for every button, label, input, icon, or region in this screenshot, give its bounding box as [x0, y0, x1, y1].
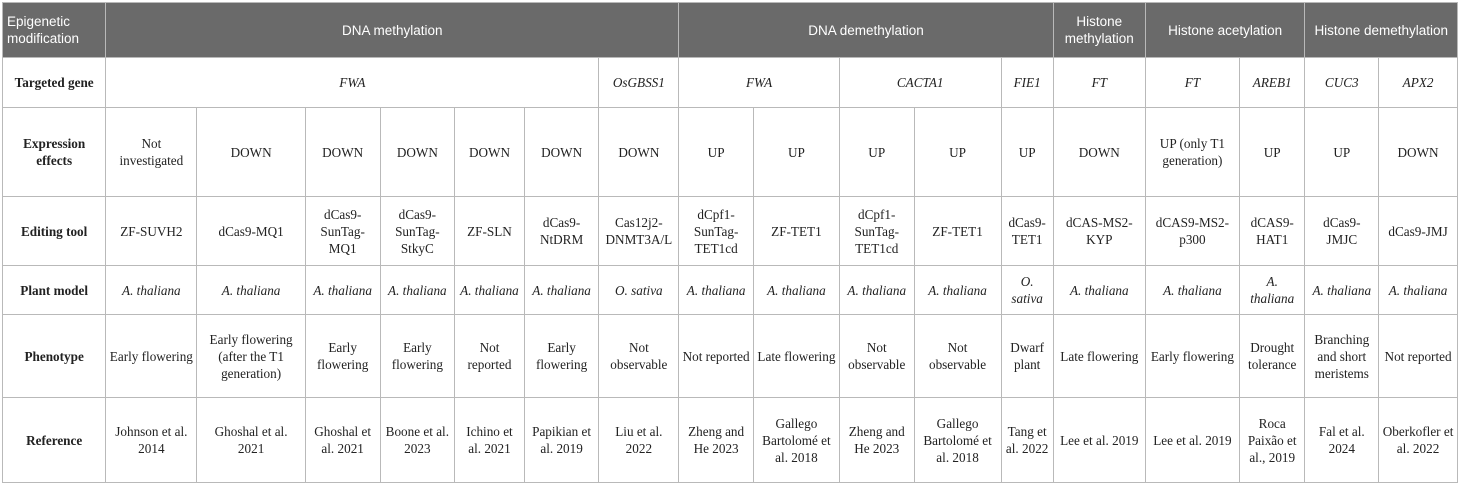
tool-cell: dCpf1-SunTag-TET1cd: [679, 197, 754, 266]
reference-cell: Lee et al. 2019: [1053, 398, 1145, 483]
plant-model-row: [3, 266, 1458, 315]
reference-cell: Lee et al. 2019: [1145, 398, 1239, 483]
expression-cell: UP: [1001, 108, 1053, 197]
gene-cell: FWA: [106, 58, 599, 108]
header-dna-methylation: DNA methylation: [106, 3, 679, 58]
tool-cell: dCpf1-SunTag-TET1cd: [839, 197, 914, 266]
phenotype-cell: Not reported: [1379, 315, 1458, 398]
row-label-targeted-gene: Targeted gene: [3, 58, 106, 108]
plant-cell: A. thaliana: [1239, 266, 1304, 315]
reference-cell: Johnson et al. 2014: [106, 398, 197, 483]
tool-cell: ZF-SLN: [455, 197, 525, 266]
expression-cell: DOWN: [380, 108, 455, 197]
tool-cell: ZF-SUVH2: [106, 197, 197, 266]
plant-cell: A. thaliana: [380, 266, 455, 315]
phenotype-cell: Early flowering: [380, 315, 455, 398]
gene-cell: FT: [1053, 58, 1145, 108]
header-histone-demethylation: Histone demethylation: [1305, 3, 1458, 58]
phenotype-cell: Not reported: [455, 315, 525, 398]
tool-cell: ZF-TET1: [914, 197, 1001, 266]
expression-cell: DOWN: [455, 108, 525, 197]
plant-cell: O. sativa: [599, 266, 679, 315]
phenotype-cell: Early flowering: [524, 315, 599, 398]
reference-cell: Boone et al. 2023: [380, 398, 455, 483]
tool-cell: Cas12j2-DNMT3A/L: [599, 197, 679, 266]
tool-cell: dCas9-NtDRM: [524, 197, 599, 266]
phenotype-cell: Early flowering: [106, 315, 197, 398]
reference-cell: Fal et al. 2024: [1305, 398, 1379, 483]
phenotype-cell: Late flowering: [753, 315, 839, 398]
header-row: [3, 3, 1458, 58]
tool-cell: dCAS9-HAT1: [1239, 197, 1304, 266]
phenotype-cell: Early flowering (after the T1 generation): [197, 315, 305, 398]
editing-tool-row: [3, 197, 1458, 266]
phenotype-cell: Not observable: [599, 315, 679, 398]
phenotype-cell: Early flowering: [1145, 315, 1239, 398]
plant-cell: A. thaliana: [106, 266, 197, 315]
gene-cell: FWA: [679, 58, 840, 108]
plant-cell: A. thaliana: [839, 266, 914, 315]
tool-cell: ZF-TET1: [753, 197, 839, 266]
plant-cell: O. sativa: [1001, 266, 1053, 315]
plant-cell: A. thaliana: [197, 266, 305, 315]
gene-cell: APX2: [1379, 58, 1458, 108]
row-label-phenotype: Phenotype: [3, 315, 106, 398]
header-histone-acetylation: Histone acetylation: [1145, 3, 1305, 58]
plant-cell: A. thaliana: [1305, 266, 1379, 315]
tool-cell: dCas9-MQ1: [197, 197, 305, 266]
plant-cell: A. thaliana: [305, 266, 380, 315]
expression-cell: DOWN: [305, 108, 380, 197]
phenotype-cell: Dwarf plant: [1001, 315, 1053, 398]
reference-cell: Gallego Bartolomé et al. 2018: [914, 398, 1001, 483]
phenotype-cell: Not observable: [914, 315, 1001, 398]
plant-cell: A. thaliana: [455, 266, 525, 315]
reference-cell: Ichino et al. 2021: [455, 398, 525, 483]
plant-cell: A. thaliana: [914, 266, 1001, 315]
expression-cell: UP: [753, 108, 839, 197]
expression-cell: UP: [679, 108, 754, 197]
expression-cell: UP: [1305, 108, 1379, 197]
gene-cell: FT: [1145, 58, 1239, 108]
reference-cell: Tang et al. 2022: [1001, 398, 1053, 483]
header-dna-demethylation: DNA demethylation: [679, 3, 1054, 58]
expression-cell: DOWN: [197, 108, 305, 197]
tool-cell: dCas9-JMJC: [1305, 197, 1379, 266]
plant-cell: A. thaliana: [753, 266, 839, 315]
epigenetic-editing-table: [2, 2, 1458, 483]
phenotype-cell: Late flowering: [1053, 315, 1145, 398]
gene-cell: AREB1: [1239, 58, 1304, 108]
expression-cell: DOWN: [1379, 108, 1458, 197]
targeted-gene-row: [3, 58, 1458, 108]
reference-cell: Ghoshal et al. 2021: [305, 398, 380, 483]
plant-cell: A. thaliana: [1379, 266, 1458, 315]
reference-cell: Liu et al. 2022: [599, 398, 679, 483]
tool-cell: dCAS9-MS2-p300: [1145, 197, 1239, 266]
expression-cell: UP: [1239, 108, 1304, 197]
phenotype-cell: Not observable: [839, 315, 914, 398]
header-epigenetic-modification: Epigenetic modification: [3, 3, 106, 58]
expression-cell: DOWN: [524, 108, 599, 197]
phenotype-row: [3, 315, 1458, 398]
reference-cell: Zheng and He 2023: [839, 398, 914, 483]
gene-cell: CACTA1: [839, 58, 1001, 108]
phenotype-cell: Early flowering: [305, 315, 380, 398]
plant-cell: A. thaliana: [524, 266, 599, 315]
plant-cell: A. thaliana: [679, 266, 754, 315]
expression-cell: DOWN: [1053, 108, 1145, 197]
expression-cell: UP: [839, 108, 914, 197]
reference-cell: Roca Paixão et al., 2019: [1239, 398, 1304, 483]
reference-cell: Papikian et al. 2019: [524, 398, 599, 483]
expression-effects-row: [3, 108, 1458, 197]
tool-cell: dCas9-SunTag-MQ1: [305, 197, 380, 266]
reference-cell: Oberkofler et al. 2022: [1379, 398, 1458, 483]
reference-cell: Ghoshal et al. 2021: [197, 398, 305, 483]
phenotype-cell: Not reported: [679, 315, 754, 398]
header-histone-methylation: Histone methylation: [1053, 3, 1145, 58]
tool-cell: dCAS-MS2-KYP: [1053, 197, 1145, 266]
gene-cell: CUC3: [1305, 58, 1379, 108]
gene-cell: FIE1: [1001, 58, 1053, 108]
tool-cell: dCas9-JMJ: [1379, 197, 1458, 266]
row-label-plant-model: Plant model: [3, 266, 106, 315]
tool-cell: dCas9-TET1: [1001, 197, 1053, 266]
tool-cell: dCas9-SunTag-StkyC: [380, 197, 455, 266]
row-label-reference: Reference: [3, 398, 106, 483]
plant-cell: A. thaliana: [1145, 266, 1239, 315]
row-label-expression-effects: Expression effects: [3, 108, 106, 197]
plant-cell: A. thaliana: [1053, 266, 1145, 315]
expression-cell: Not investigated: [106, 108, 197, 197]
gene-cell: OsGBSS1: [599, 58, 679, 108]
reference-cell: Gallego Bartolomé et al. 2018: [753, 398, 839, 483]
expression-cell: DOWN: [599, 108, 679, 197]
reference-cell: Zheng and He 2023: [679, 398, 754, 483]
phenotype-cell: Drought tolerance: [1239, 315, 1304, 398]
row-label-editing-tool: Editing tool: [3, 197, 106, 266]
expression-cell: UP: [914, 108, 1001, 197]
expression-cell: UP (only T1 generation): [1145, 108, 1239, 197]
phenotype-cell: Branching and short meristems: [1305, 315, 1379, 398]
